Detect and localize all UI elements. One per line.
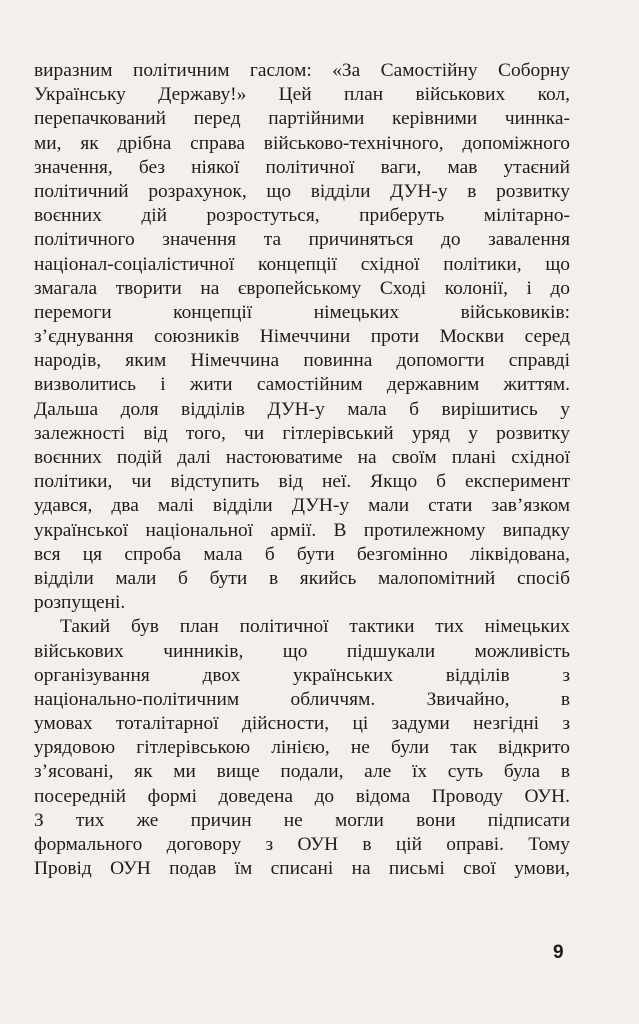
text-line: перепачкований перед партійними керівними чиннка-	[34, 108, 570, 130]
text-line: з’ясовані, як ми вище подали, але їх суть була в	[34, 761, 570, 783]
text-line: відділи мали б бути в якийсь малопомітний спосіб	[34, 567, 570, 589]
text-line: національно-політичним обличчям. Звичайно, в	[34, 688, 570, 710]
text-line: значення, без ніякої політичної ваги, мав утаєний	[34, 156, 570, 178]
text-line: народів, яким Німеччина повинна допомогти справді	[34, 350, 570, 372]
text-line: ми, як дрібна справа військово-технічного, допоміжного	[34, 132, 570, 154]
text-line: Дальша доля відділів ДУН-у мала б вирішитись у	[34, 398, 570, 420]
text-line: з’єднування союзників Німеччини проти Москви серед	[34, 326, 570, 348]
text-line: воєнних подій далі настоюватиме на своїм плані східної	[34, 447, 570, 468]
text-line: політики, чи відступить від неї. Якщо б експеримент	[34, 471, 570, 493]
text-line: З тих же причин не могли вони підписати	[34, 809, 570, 831]
text-line: Українську Державу!» Цей план військових кол,	[34, 84, 570, 106]
text-line: урядовою гітлерівською лінією, не були так відкрито	[34, 737, 570, 759]
text-line: воєнних дій розростуться, приберуть мілітарно-	[34, 205, 570, 227]
body-text	[34, 59, 570, 881]
text-line: удався, два малі відділи ДУН-у мали стати зав’язком	[34, 495, 570, 517]
text-line: націонал-соціалістичної концепції східної політики, що	[34, 253, 570, 275]
page-number: 9	[553, 942, 564, 963]
text-line: організування двох українських відділів з	[34, 664, 570, 686]
text-line: розпущені.	[34, 592, 126, 614]
text-line: змагала творити на європейському Сході колонії, і до	[34, 277, 570, 299]
text-line: посередній формі доведена до відома Проводу ОУН.	[34, 785, 570, 807]
text-line: Такий був план політичної тактики тих німецьких	[60, 616, 570, 638]
text-line: умовах тоталітарної дійсности, ці задуми незгідні з	[34, 713, 570, 735]
text-line: виразним політичним гаслом: «За Самостійну Соборну	[34, 60, 570, 81]
text-line: визволитись і жити самостійним державним життям.	[34, 374, 570, 396]
text-line: військових чинників, що підшукали можливість	[34, 640, 570, 662]
text-line: політичного значення та причиняться до завалення	[34, 229, 570, 251]
text-line: української національної армії. В протилежному випадку	[34, 519, 570, 541]
text-line: залежності від того, чи гітлерівський уряд у розвитку	[34, 422, 570, 444]
paragraph-2	[34, 615, 570, 881]
text-line: політичний розрахунок, що відділи ДУН-у в розвитку	[34, 180, 570, 202]
text-line: Провід ОУН подав їм списані на письмі свої умови,	[34, 858, 570, 880]
paragraph-1	[34, 59, 570, 615]
text-line: вся ця спроба мала б бути безгомінно ліквідована,	[34, 543, 570, 565]
text-line: формального договору з ОУН в цій оправі. Тому	[34, 834, 570, 855]
text-line: перемоги концепції німецьких військовиків:	[34, 301, 570, 323]
